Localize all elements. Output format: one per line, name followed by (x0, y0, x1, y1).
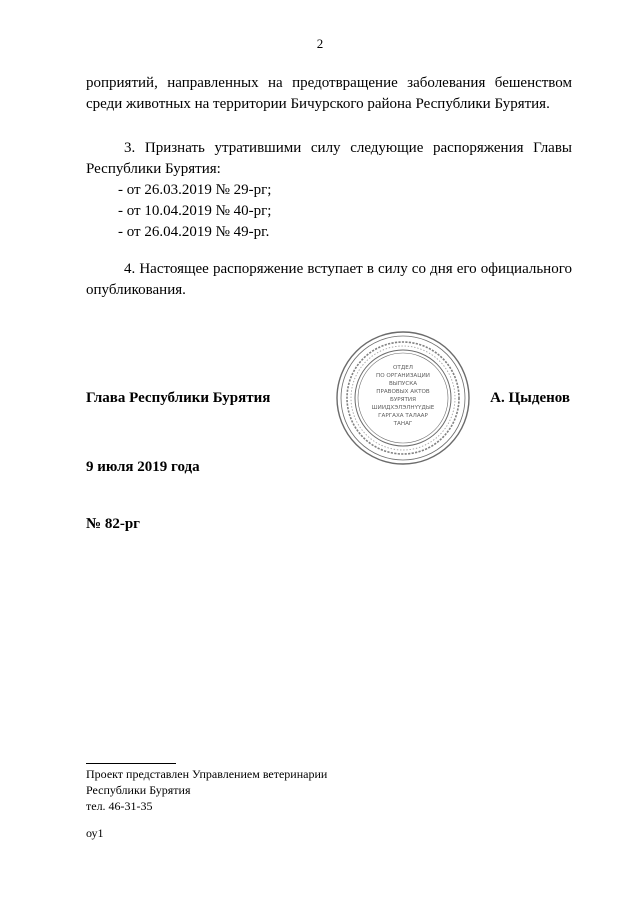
list-item: - от 26.03.2019 № 29-рг; (118, 182, 272, 198)
page-number: 2 (316, 36, 324, 51)
paragraph-continued: роприятий, направленных на предотвращение заболевания бешенством среди животных на территории Бичурского района Республики Бурятия. (86, 75, 572, 112)
document-date: 9 июля 2019 года (86, 459, 200, 475)
list-item: - от 26.04.2019 № 49-рг. (118, 224, 270, 240)
svg-text:ПРАВОВЫХ АКТОВ: ПРАВОВЫХ АКТОВ (376, 389, 430, 395)
footer-code: оу1 (86, 826, 104, 840)
svg-text:ТАНАГ: ТАНАГ (393, 421, 413, 427)
footer-line: тел. 46-31-35 (86, 799, 153, 813)
svg-text:ГАРГАХА ТАЛААР: ГАРГАХА ТАЛААР (378, 413, 428, 419)
list-item: - от 10.04.2019 № 40-рг; (118, 203, 272, 219)
official-stamp (333, 328, 473, 468)
svg-text:ПО ОРГАНИЗАЦИИ: ПО ОРГАНИЗАЦИИ (376, 373, 430, 379)
svg-text:ВЫПУСКА: ВЫПУСКА (388, 381, 418, 387)
stamp-seal-icon (333, 328, 473, 468)
svg-text:ОТДЕЛ: ОТДЕЛ (393, 365, 413, 371)
paragraph-item-3: 3. Признать утратившими силу следующие распоряжения Главы Республики Бурятия: (86, 140, 572, 177)
footer-line: Республики Бурятия (86, 783, 191, 797)
signature-name: А. Цыденов (490, 390, 570, 406)
document-number: № 82-рг (86, 516, 140, 532)
footer-line: Проект представлен Управлением ветеринарии (86, 767, 328, 781)
paragraph-item-4: 4. Настоящее распоряжение вступает в силу со дня его официального опубликования. (86, 261, 572, 298)
signature-title: Глава Республики Бурятия (86, 390, 271, 406)
svg-text:ШИИДХЭЛЭЛНҮҮДЫЕ: ШИИДХЭЛЭЛНҮҮДЫЕ (371, 405, 435, 411)
svg-text:БУРЯТИЯ: БУРЯТИЯ (390, 397, 416, 403)
footer-divider (86, 763, 176, 764)
